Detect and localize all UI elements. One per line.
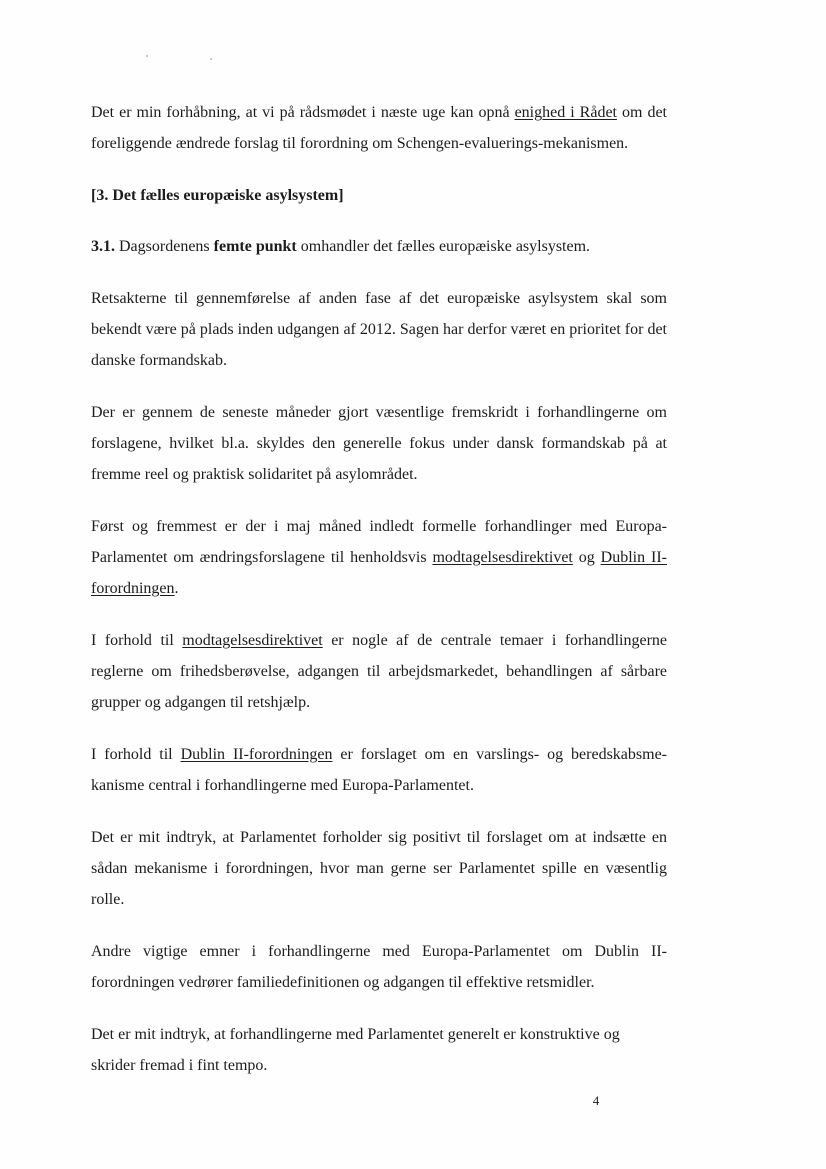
bold-phrase: femte punkt <box>213 238 297 255</box>
underlined-phrase: enighed i Rådet <box>514 104 617 121</box>
paragraph-conclusion: Det er mit indtryk, at forhandlingerne med Parlamentet generelt er konstruktive og skrider fremad i fint tempo. <box>91 1026 620 1074</box>
paragraph-legal-acts: Retsakterne til gennemførelse af anden fase af det europæiske asylsystem skal som bekendt være på plads inden udgangen af 2012. Sagen har derfor været en prioritet for det danske formandskab. <box>91 290 667 369</box>
underlined-phrase: modtagelsesdirektivet <box>432 549 573 566</box>
section-heading: [3. Det fælles europæiske asylsystem] <box>91 187 344 204</box>
document-body <box>91 97 667 1102</box>
paragraph-negotiations: Først og fremmest er der i maj måned indledt formelle forhandlinger med Europa-Parlamentet om ændringsforslagene til henholdsvis modtagelsesdirektivet og Dublin II-forordningen. <box>91 518 668 597</box>
item-number: 3.1. <box>91 238 115 255</box>
underlined-phrase: modtagelsesdirektivet <box>182 632 323 649</box>
paragraph-schengen: Det er min forhåbning, at vi på rådsmødet i næste uge kan opnå enighed i Rådet om det foreliggende ændrede forslag til forordning om Schengen-evaluerings-mekanismen. <box>91 104 667 152</box>
underlined-phrase: Dublin II-forordningen <box>180 746 333 763</box>
paragraph-progress: Der er gennem de seneste måneder gjort væsentlige fremskridt i forhandlingerne om forslagene, hvilket bl.a. skyldes den generelle fokus under dansk formandskab på at fremme reel og praktisk solidaritet på asylområdet. <box>91 404 667 483</box>
paragraph-agenda-item: 3.1. Dagsordenens femte punkt omhandler det fælles europæiske asylsystem. <box>91 238 591 255</box>
scan-speck <box>146 55 148 57</box>
page-number: 4 <box>592 1093 600 1108</box>
underlined-phrase: Dublin II-forordningen <box>91 549 668 597</box>
paragraph-other-topics: Andre vigtige emner i forhandlingerne med Europa-Parlamentet om Dublin II-forordningen vedrører familiedefinitionen og adgangen til effektive retsmidler. <box>91 943 667 991</box>
paragraph-parliament-position: Det er mit indtryk, at Parlamentet forholder sig positivt til forslaget om at indsætte en sådan mekanisme i forordningen, hvor man gerne ser Parlamentet spille en væsentlig rolle. <box>91 829 667 908</box>
scan-speck <box>210 58 212 60</box>
paragraph-reception-directive: I forhold til modtagelsesdirektivet er nogle af de centrale temaer i forhandlingerne reglerne om frihedsberøvelse, adgangen til arbejdsmarkedet, behandlingen af sårbare grupper og adgangen til retshjælp. <box>91 632 668 711</box>
paragraph-dublin-regulation: I forhold til Dublin II-forordningen er forslaget om en varslings- og beredskabsme-kanisme central i forhandlingerne med Europa-Parlamentet. <box>91 746 668 794</box>
